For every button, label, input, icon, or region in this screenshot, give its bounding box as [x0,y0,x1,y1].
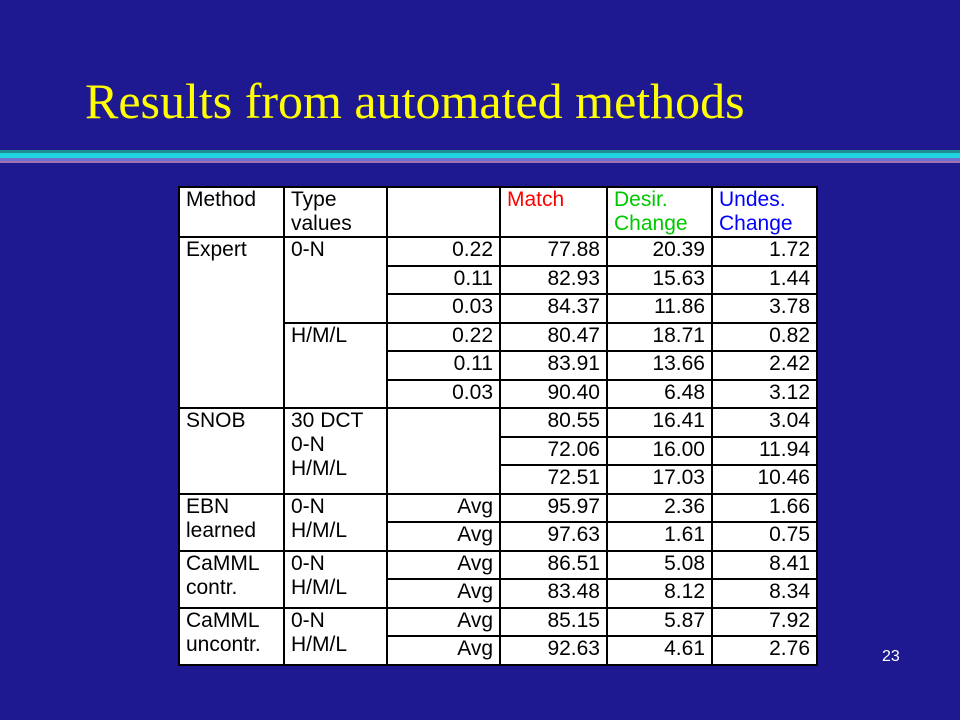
table-row [179,494,817,523]
match-cell: 83.91 [500,351,607,380]
undes-change-cell: 8.41 [712,551,817,580]
undes-change-cell: 0.82 [712,323,817,352]
undes-change-cell: 3.78 [712,294,817,323]
param-cell: Avg [387,636,500,665]
desir-change-cell: 18.71 [607,323,712,352]
method-cell: EBN learned [179,494,284,551]
method-cell: CaMML contr. [179,551,284,608]
undes-change-cell: 7.92 [712,608,817,637]
desir-change-cell: 13.66 [607,351,712,380]
desir-change-cell: 5.87 [607,608,712,637]
undes-change-cell: 8.34 [712,579,817,608]
desir-change-cell: 11.86 [607,294,712,323]
param-cell: Avg [387,551,500,580]
param-cell: 0.03 [387,380,500,409]
type-header: Type values [284,187,387,237]
desir-change-cell: 16.41 [607,408,712,437]
param-cell: 0.11 [387,351,500,380]
undes-change-cell: 11.94 [712,437,817,466]
param-cell: 0.03 [387,294,500,323]
undes-change-cell: 0.75 [712,522,817,551]
desir-change-cell: 17.03 [607,465,712,494]
match-cell: 84.37 [500,294,607,323]
desir-change-cell: 20.39 [607,237,712,266]
table-row [179,608,817,637]
param-cell: Avg [387,522,500,551]
match-cell: 86.51 [500,551,607,580]
param-cell: Avg [387,579,500,608]
undes-change-cell: 1.72 [712,237,817,266]
desir-change-cell: 15.63 [607,266,712,295]
desir-change-cell: 6.48 [607,380,712,409]
match-cell: 85.15 [500,608,607,637]
header-row [179,187,817,237]
type-cell: H/M/L [284,323,387,409]
undes-change-cell: 1.44 [712,266,817,295]
title-divider [0,161,960,163]
slide-title: Results from automated methods [85,73,745,129]
undes-change-cell: 3.12 [712,380,817,409]
param-cell [387,408,500,494]
undes-change-cell: 3.04 [712,408,817,437]
match-cell: 72.06 [500,437,607,466]
undes-change-cell: 10.46 [712,465,817,494]
method-header: Method [179,187,284,237]
table-row [179,237,817,266]
undes-change-cell: 2.76 [712,636,817,665]
match-cell: 82.93 [500,266,607,295]
match-cell: 83.48 [500,579,607,608]
match-cell: 90.40 [500,380,607,409]
match-cell: 72.51 [500,465,607,494]
match-cell: 80.55 [500,408,607,437]
type-cell: 0-N H/M/L [284,551,387,608]
results-table [178,186,818,666]
slide-number: 23 [882,648,900,665]
desir-change-cell: 16.00 [607,437,712,466]
match-cell: 80.47 [500,323,607,352]
param-cell: 0.22 [387,237,500,266]
desir-change-cell: 5.08 [607,551,712,580]
match-cell: 92.63 [500,636,607,665]
undes-change-header: Undes. Change [712,187,817,237]
type-cell: 30 DCT 0-N H/M/L [284,408,387,494]
param-cell: Avg [387,494,500,523]
type-cell: 0-N H/M/L [284,608,387,665]
table-row [179,551,817,580]
match-cell: 77.88 [500,237,607,266]
desir-change-cell: 2.36 [607,494,712,523]
match-header: Match [500,187,607,237]
desir-change-cell: 4.61 [607,636,712,665]
method-cell: Expert [179,237,284,408]
param-header [387,187,500,237]
param-cell: 0.22 [387,323,500,352]
method-cell: CaMML uncontr. [179,608,284,665]
desir-change-cell: 1.61 [607,522,712,551]
param-cell: Avg [387,608,500,637]
match-cell: 95.97 [500,494,607,523]
desir-change-header: Desir. Change [607,187,712,237]
method-cell: SNOB [179,408,284,494]
undes-change-cell: 2.42 [712,351,817,380]
param-cell: 0.11 [387,266,500,295]
type-cell: 0-N [284,237,387,323]
desir-change-cell: 8.12 [607,579,712,608]
undes-change-cell: 1.66 [712,494,817,523]
table-row [179,408,817,437]
match-cell: 97.63 [500,522,607,551]
type-cell: 0-N H/M/L [284,494,387,551]
